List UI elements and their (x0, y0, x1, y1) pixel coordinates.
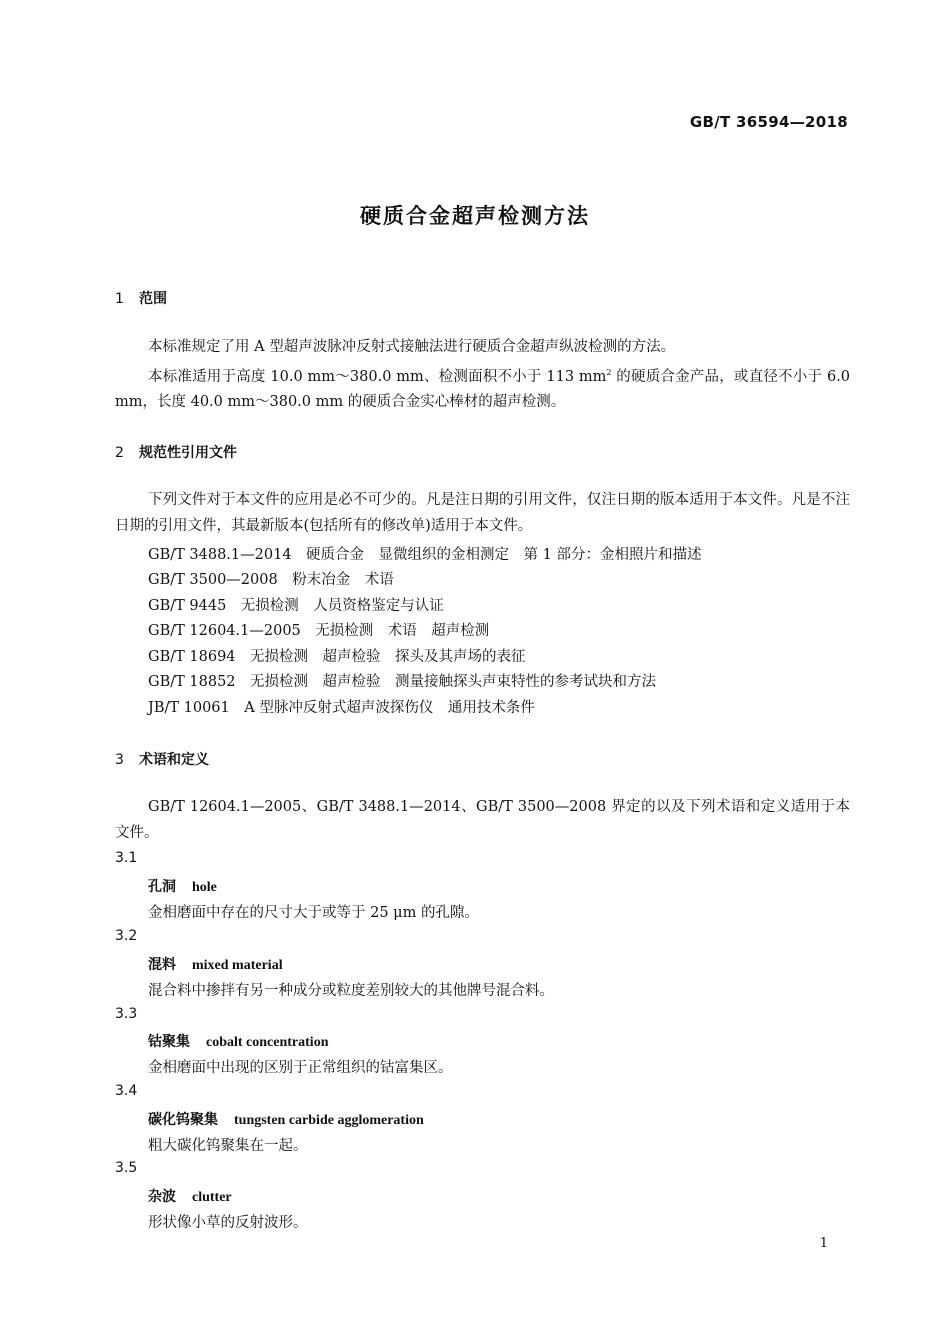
term-entry (148, 1031, 328, 1051)
section-title: 术语和定义 (139, 752, 209, 768)
term-entry (148, 954, 283, 974)
page-number: 1 (819, 1236, 828, 1251)
term-zh: 孔洞 (148, 879, 176, 895)
term-definition: 形状像小草的反射波形。 (148, 1215, 308, 1231)
term-definition: 粗大碳化钨聚集在一起。 (148, 1138, 308, 1154)
term-number: 3.5 (115, 1160, 138, 1176)
reference-item: JB/T 10061 A 型脉冲反射式超声波探伤仪 通用技术条件 (148, 700, 535, 716)
reference-item: GB/T 18852 无损检测 超声检验 测量接触探头声束特性的参考试块和方法 (148, 674, 657, 690)
scope-text-after: 的硬质合金产品，或直径不小于 6.0 mm，长度 40.0 mm～380.0 mm 的硬质合金实心棒材的超声检测。 (115, 368, 851, 411)
reference-item: GB/T 3500—2008 粉末冶金 术语 (148, 572, 394, 588)
scope-paragraph-2 (115, 360, 850, 416)
term-en: cobalt concentration (206, 1035, 329, 1050)
term-en: hole (192, 880, 217, 895)
term-zh: 杂波 (148, 1189, 176, 1205)
reference-item: GB/T 12604.1—2005 无损检测 术语 超声检测 (148, 623, 490, 639)
term-definition: 金相磨面中存在的尺寸大于或等于 25 μm 的孔隙。 (148, 905, 479, 921)
term-en: mixed material (192, 958, 283, 973)
section-number: 3 (115, 752, 124, 768)
reference-item: GB/T 18694 无损检测 超声检验 探头及其声场的表征 (148, 649, 526, 665)
term-zh: 钴聚集 (148, 1034, 190, 1050)
term-en: tungsten carbide agglomeration (234, 1113, 424, 1128)
term-zh: 碳化钨聚集 (148, 1112, 218, 1128)
section-2-heading (115, 442, 237, 462)
term-definition: 金相磨面中出现的区别于正常组织的钴富集区。 (148, 1060, 453, 1076)
term-entry (148, 1186, 232, 1206)
term-en: clutter (192, 1190, 232, 1205)
term-entry (148, 1109, 424, 1129)
section-title: 范围 (139, 291, 167, 307)
term-definition: 混合料中掺拌有另一种成分或粒度差别较大的其他牌号混合料。 (148, 983, 554, 999)
scope-text-before: 本标准适用于高度 10.0 mm～380.0 mm、检测面积不小于 113 mm (148, 368, 607, 385)
standard-code: GB/T 36594—2018 (689, 113, 848, 131)
section-1-heading (115, 288, 167, 308)
section-number: 1 (115, 291, 124, 307)
reference-item: GB/T 9445 无损检测 人员资格鉴定与认证 (148, 598, 444, 614)
superscript: 2 (606, 368, 612, 377)
term-number: 3.3 (115, 1006, 138, 1022)
section-title: 规范性引用文件 (139, 445, 237, 461)
section-number: 2 (115, 445, 124, 461)
scope-paragraph-1: 本标准规定了用 A 型超声波脉冲反射式接触法进行硬质合金超声纵波检测的方法。 (148, 339, 676, 355)
reference-item: GB/T 3488.1—2014 硬质合金 显微组织的金相测定 第 1 部分：金相照片和描述 (148, 547, 702, 563)
terms-intro: GB/T 12604.1—2005、GB/T 3488.1—2014、GB/T 3500—2008 界定的以及下列术语和定义适用于本文件。 (115, 799, 850, 841)
references-intro: 下列文件对于本文件的应用是必不可少的。凡是注日期的引用文件，仅注日期的版本适用于本文件。凡是不注日期的引用文件，其最新版本(包括所有的修改单)适用于本文件。 (115, 492, 850, 534)
term-number: 3.2 (115, 928, 138, 944)
term-number: 3.1 (115, 850, 138, 866)
document-title: 硬质合金超声检测方法 (360, 204, 590, 228)
term-zh: 混料 (148, 957, 176, 973)
section-3-heading (115, 749, 209, 769)
term-entry (148, 876, 217, 896)
term-number: 3.4 (115, 1083, 138, 1099)
